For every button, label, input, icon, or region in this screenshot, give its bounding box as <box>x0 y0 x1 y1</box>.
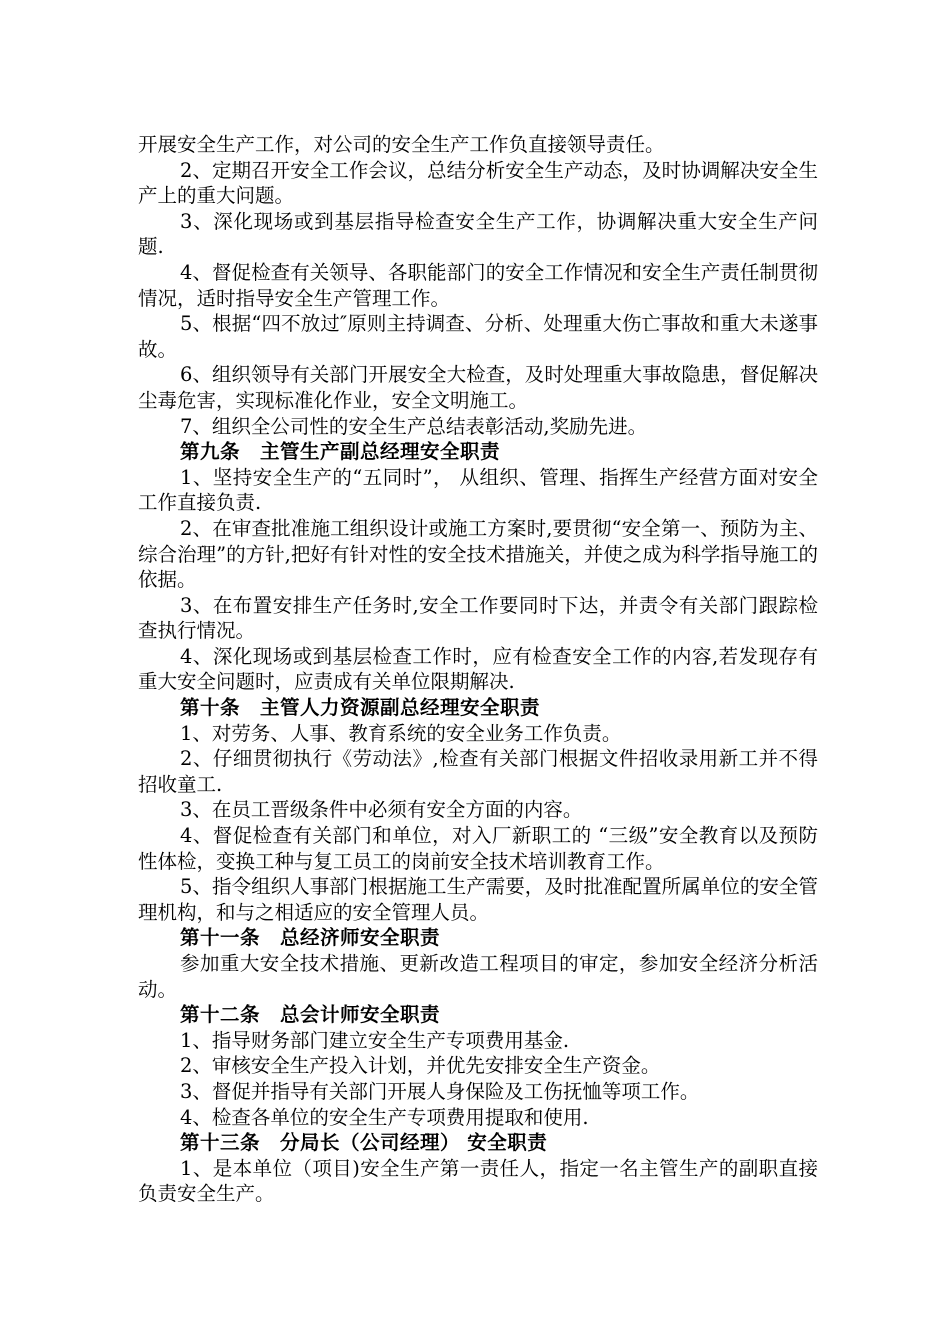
paragraph: 4、检查各单位的安全生产专项费用提取和使用. <box>180 1105 589 1129</box>
paragraph: 6、组织领导有关部门开展安全大检查，及时处理重大事故隐患，督促解决尘毒危害，实现标准化作业，安全文明施工。 <box>138 363 818 412</box>
paragraph: 3、深化现场或到基层指导检查安全生产工作，协调解决重大安全生产问题. <box>138 209 818 259</box>
section-heading: 第九条 主管生产副总经理安全职责 <box>180 440 501 464</box>
paragraph: 4、督促检查有关部门和单位，对入厂新职工的 “三级”安全教育以及预防性体检，变换工种与复工员工的岗前安全技术培训教育工作。 <box>138 824 818 873</box>
paragraph: 4、督促检查有关领导、各职能部门的安全工作情况和安全生产责任制贯彻情况，适时指导安全生产管理工作。 <box>138 260 818 310</box>
paragraph: 2、审核安全生产投入计划，并优先安排安全生产资金。 <box>180 1054 661 1078</box>
paragraph: 2、在审查批准施工组织设计或施工方案时,要贯彻“安全第一、预防为主、综合治理”的方针,把好有针对性的安全技术措施关，并使之成为科学指导施工的依据。 <box>138 516 818 592</box>
paragraph: 参加重大安全技术措施、更新改造工程项目的审定，参加安全经济分析活动。 <box>138 952 818 1001</box>
paragraph: 1、对劳务、人事、教育系统的安全业务工作负责。 <box>180 721 622 745</box>
paragraph: 1、坚持安全生产的“五同时”， 从组织、管理、指挥生产经营方面对安全工作直接负责. <box>138 465 818 515</box>
paragraph: 7、组织全公司性的安全生产总结表彰活动,奖励先进。 <box>180 414 648 438</box>
paragraph: 开展安全生产工作，对公司的安全生产工作负直接领导责任。 <box>138 133 665 156</box>
paragraph: 4、深化现场或到基层检查工作时，应有检查安全工作的内容,若发现存有重大安全问题时，应责成有关单位限期解决. <box>138 644 818 694</box>
paragraph: 1、是本单位（项目)安全生产第一责任人，指定一名主管生产的副职直接负责安全生产。 <box>138 1156 818 1206</box>
paragraph: 3、在布置安排生产任务时,安全工作要同时下达，并责令有关部门跟踪检查执行情况。 <box>138 593 818 643</box>
paragraph: 5、根据“四不放过″原则主持调查、分析、处理重大伤亡事故和重大未遂事故。 <box>138 312 818 361</box>
section-heading: 第十二条 总会计师安全职责 <box>180 1003 441 1027</box>
section-heading: 第十条 主管人力资源副总经理安全职责 <box>180 696 541 720</box>
paragraph: 2、仔细贯彻执行《劳动法》,检查有关部门根据文件招收录用新工并不得招收童工. <box>138 747 818 796</box>
document-body <box>138 132 818 1207</box>
paragraph: 3、督促并指导有关部门开展人身保险及工伤抚恤等项工作。 <box>180 1079 700 1103</box>
paragraph: 5、指令组织人事部门根据施工生产需要，及时批准配置所属单位的安全管理机构，和与之相适应的安全管理人员。 <box>138 875 818 924</box>
section-heading: 第十三条 分局长（公司经理） 安全职责 <box>180 1131 548 1155</box>
section-heading: 第十一条 总经济师安全职责 <box>180 926 441 950</box>
paragraph: 3、在员工晋级条件中必须有安全方面的内容。 <box>180 798 583 822</box>
paragraph: 1、指导财务部门建立安全生产专项费用基金. <box>180 1028 570 1052</box>
paragraph: 2、定期召开安全工作会议，总结分析安全生产动态，及时协调解决安全生产上的重大问题。 <box>138 158 818 208</box>
